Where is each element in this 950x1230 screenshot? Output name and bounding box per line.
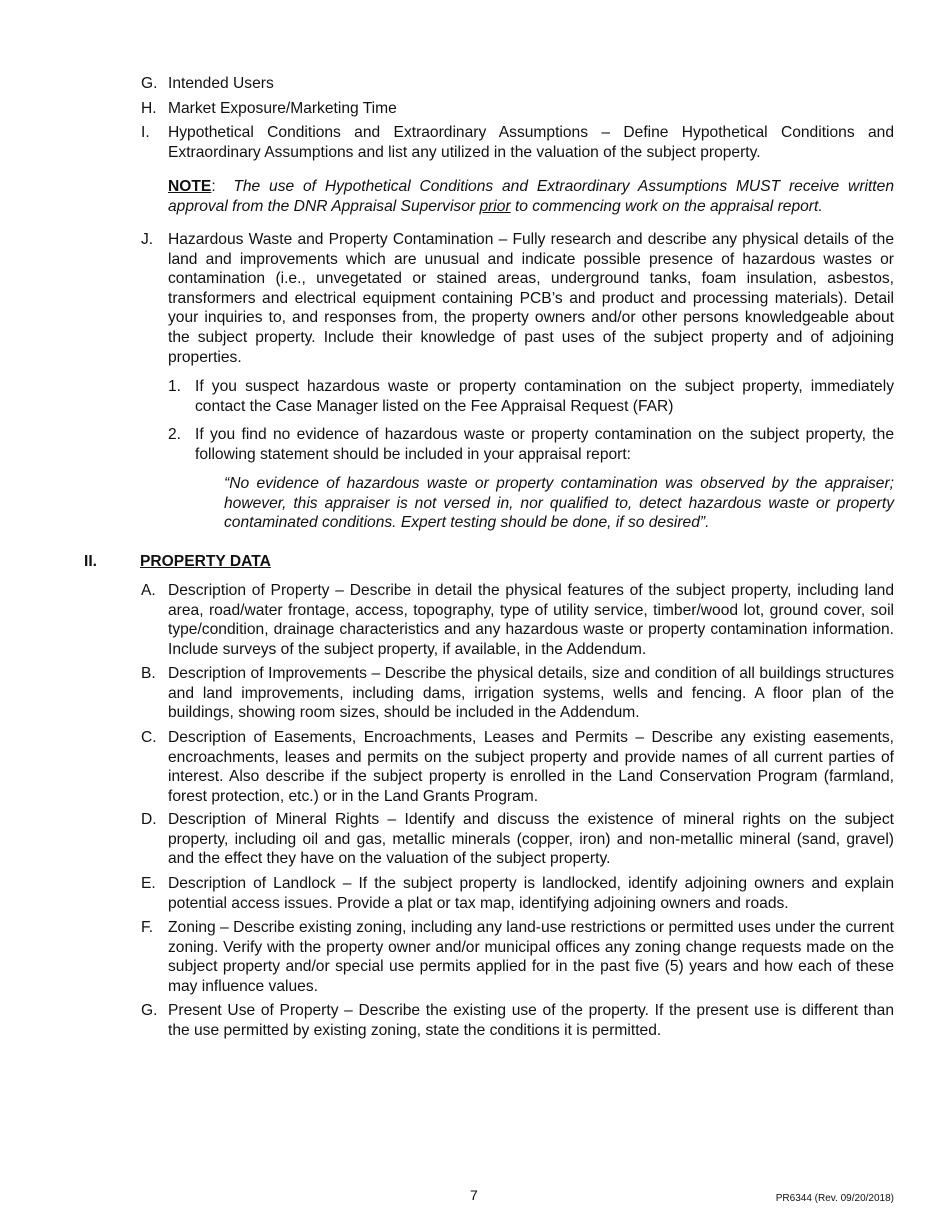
item-text: Present Use of Property – Describe the existing use of the property. If the present use is different than the use permitted by existing zoning, state the conditions it is permitted. [168,1002,894,1039]
list-item-f [141,918,894,996]
item-text: Hazardous Waste and Property Contamination – Fully research and describe any physical details of the land and improvements which are unusual and indicate possible presence of hazardous wastes or contamination (i.e., unvegetated or stained areas, underground tanks, foam insulation, asbestos, transformers and electrical equipment containing PCB’s and product and processing materials). Detail your inquiries to, and responses from, the property owners and/or other persons knowledgeable about the subject property. Include their knowledge of past uses of the subject property and of adjoining properties. [168,231,894,366]
item-label: J. [141,231,154,248]
form-id: PR6344 (Rev. 09/20/2018) [775,1193,894,1204]
note-label: NOTE [168,178,212,195]
list-item-e [141,874,894,913]
list-item-c [141,728,894,806]
list-item-g2 [141,1001,894,1040]
list-item-j [141,230,894,367]
item-label: H. [141,100,157,117]
page-number: 7 [470,1187,478,1203]
item-text: Hypothetical Conditions and Extraordinary Assumptions – Define Hypothetical Conditions and Extraordinary Assumptions and list any utilized in the valuation of the subject property. [168,124,894,161]
item-label: G. [141,1002,158,1019]
list-item-d [141,810,894,869]
list-item-b [141,664,894,723]
item-label: D. [141,811,157,828]
item-text: Description of Landlock – If the subject property is landlocked, identify adjoining owners and explain potential access issues. Provide a plat or tax map, identifying adjoining owners and roads. [168,875,894,912]
item-label: E. [141,875,156,892]
item-label: F. [141,919,154,936]
item-text: Intended Users [168,75,274,92]
note-paragraph: NOTE: The use of Hypothetical Conditions and Extraordinary Assumptions MUST receive written approval from the DNR Appraisal Supervisor prior to commencing work on the appraisal report. [168,178,894,215]
item-text: Description of Easements, Encroachments, Leases and Permits – Describe any existing easements, encroachments, leases and permits on the subject property and provide names of all current parties of interest. Also describe if the subject property is enrolled in the Land Conservation Program (farmland, forest protection, etc.) or in the Land Grants Program. [168,729,894,805]
sub-item-label: 1. [168,378,182,395]
sub-item-text: If you suspect hazardous waste or property contamination on the subject property, immediately contact the Case Manager listed on the Fee Appraisal Request (FAR) [195,378,894,415]
note-text-after: to commencing work on the appraisal report. [510,197,823,215]
item-label: C. [141,729,157,746]
list-item-i [141,123,894,162]
section-number: II. [84,553,97,570]
item-text: Description of Improvements – Describe the physical details, size and condition of all buildings structures and land improvements, including dams, irrigation systems, wells and fencing. A floor plan of the buildings, showing room sizes, should be included in the Addendum. [168,665,894,722]
item-label: B. [141,665,156,682]
sub-item-label: 2. [168,426,182,443]
note-emphasis: prior [479,197,511,215]
sub-item-2 [168,425,894,464]
list-item-h [141,99,894,119]
item-label: I. [141,124,150,141]
item-text: Description of Property – Describe in detail the physical features of the subject property, including land area, road/water frontage, access, topography, type of utility service, timber/wood lot, ground cover, soil type/condition, drainage characteristics and any hazardous waste or property contamination information. Include surveys of the subject property, if available, in the Addendum. [168,582,894,658]
list-item-a [141,581,894,659]
item-label: G. [141,75,158,92]
quoted-statement: “No evidence of hazardous waste or property contamination was observed by the appraiser; however, this appraiser is not versed in, nor qualified to, detect hazardous waste or property contaminated conditions. Expert testing should be done, if so desired”. [224,475,894,532]
item-text: Description of Mineral Rights – Identify and discuss the existence of mineral rights on the subject property, including oil and gas, metallic minerals (copper, iron) and non-metallic mineral (sand, gravel) and the effect they have on the valuation of the subject property. [168,811,894,868]
item-label: A. [141,582,156,599]
note-text-before: The use of Hypothetical Conditions and Extraordinary Assumptions MUST receive written approval from the DNR Appraisal Supervisor [168,178,894,215]
item-text: Market Exposure/Marketing Time [168,100,397,117]
list-item-g [141,74,894,94]
sub-item-1 [168,377,894,416]
section-title: PROPERTY DATA [140,553,271,570]
sub-item-text: If you find no evidence of hazardous waste or property contamination on the subject property, the following statement should be included in your appraisal report: [195,426,894,463]
item-text: Zoning – Describe existing zoning, including any land-use restrictions or permitted uses under the current zoning. Verify with the property owner and/or municipal offices any zoning change requests made on the subject property and/or special use permits applied for in the past five (5) years and how each of these may influence values. [168,919,894,995]
